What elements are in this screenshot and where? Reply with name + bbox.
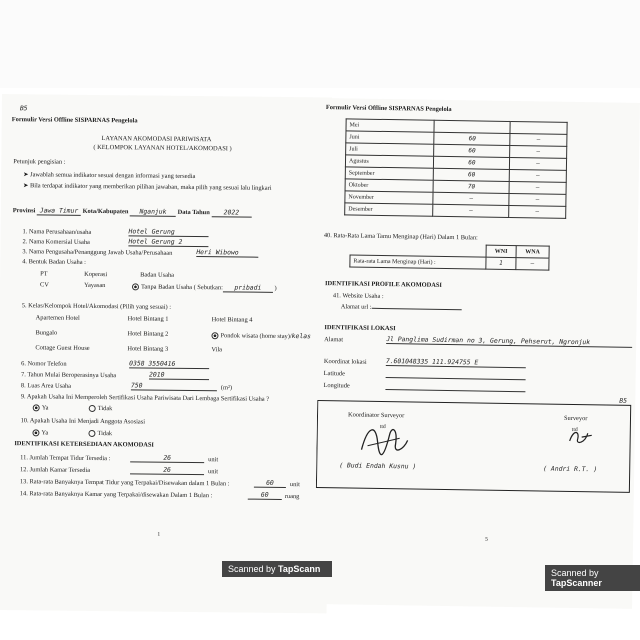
stay-table [349,242,549,270]
q6-answer: 0358 3550416 [129,359,209,369]
wna-value: – [516,258,549,271]
q13-unit: unit [289,481,300,489]
coord-label: Koordinat lokasi [323,358,367,366]
q40-label: 40. Rata-Rata Lama Tamu Menginap (Hari) Dalam 1 Bulan: [323,232,478,242]
month-name: Oktober [345,179,434,192]
opt-badan-usaha: Badan Usaha [140,271,175,279]
month-value-b: – [509,205,566,218]
scanner-stamp-right: Scanned by TapScanner [545,565,640,591]
q11-label: 11. Jumlah Tempat Tidur Tersedia : [20,454,111,463]
month-value-b [510,121,567,134]
q41-label: 41. Website Usaha : [332,292,384,300]
month-name: Mei [346,119,435,132]
opt-tanpa-badan: Tanpa Badan Usaha ( Sebutkan: pribadi ) [132,282,277,293]
address-value: Jl Panglima Sudirman no 3, Gerung, Pehserut, Ngronjuk [386,335,632,348]
q2-answer: Hotel Gerung 2 [128,237,208,247]
opt-koperasi: Koperasi [84,270,108,279]
month-name: November [345,191,434,204]
q3-answer: Heri Wibowo [196,248,258,258]
q12-label: 12. Jumlah Kamar Tersedia [20,466,91,474]
section-profile: IDENTIFIKASI PROFILE AKOMODASI [325,280,442,289]
q6-label: 6. Nomor Telefon [21,360,67,368]
month-value-b: – [510,157,567,170]
q9-label: 9. Apakah Usaha Ini Memperoleh Sertifikasi Usaha Pariwisata Dari Lembaga Sertifikasi Usaha ? [20,393,270,403]
q3-label: 3. Nama Pengusaha/Penanggung Jawab Usaha/Perusahaan [22,248,173,257]
month-value-a: – [433,204,509,217]
page-number: 1 [157,531,161,538]
address-label: Alamat [324,336,344,344]
q13-label: 13. Rata-rata Banyaknya Tempat Tidur yang Terpakai/Disewakan dalam 1 Bulan : [19,478,230,488]
q4-label: 4. Bentuk Badan Usaha : [22,258,86,266]
opt-hotel-4: Hotel Bintang 4 [211,316,253,324]
longitude-line [385,389,525,392]
q1-label: 1. Nama Perusahaan/usaha [22,228,92,236]
opt-bungalo: Bungalo [35,329,58,337]
month-value-a: 70 [433,180,509,193]
heading-2: ( KELOMPOK LAYANAN HOTEL/AKOMODASI ) [93,143,232,153]
q7-answer: 2010 [149,371,209,381]
ttd-1: ttd [379,423,386,431]
corner-mark: B5 [19,104,28,113]
q14-unit: ruang [284,492,300,501]
form-title: Formulir Versi Offline SISPARNAS Pengelola [325,104,452,114]
instruction-1: ➤ Jawablah semua indikator sesuai dengan informasi yang tersedia [23,171,196,181]
q11-unit: unit [208,456,219,464]
q11-answer: 26 [130,453,204,463]
month-value-a: 60 [434,132,510,145]
opt-cv: CV [39,281,49,289]
signer-2-name: ( Andri R.T. ) [543,464,598,474]
koordinator-label: Koordinator Surveyor [347,411,405,420]
year-value: 2022 [211,208,251,217]
signer-1-name: ( Budi Endah Kusnu ) [339,461,417,471]
q1-answer: Hotel Gerung [129,227,209,237]
q5-label: 5. Kelas/Kelompok Hotel/Akomodasi (Pilih yang sesuai) : [21,302,172,311]
q9-tidak: Tidak [89,405,113,412]
form-title: Formulir Versi Offline SISPARNAS Pengelola [11,116,138,125]
signature-2-icon [566,427,596,447]
month-value-a: 60 [434,144,510,157]
heading-1: LAYANAN AKOMODASI PARIWISATA [101,135,212,144]
opt-hotel-2: Hotel Bintang 2 [127,330,169,338]
monthly-table [344,118,567,218]
q10-label: 10. Apakah Usaha Ini Menjadi Anggota Asosiasi [20,417,146,426]
page-number: 5 [485,536,488,543]
petunjuk: Petunjuk pengisian : [13,158,66,166]
month-row [345,203,566,218]
ttd-2: ttd [571,426,578,434]
q14-label: 14. Rata-rata Banyaknya Kamar yang Terpakai/disewakan Dalam 1 Bulan : [19,490,213,500]
url-label: Alamat url : [341,303,462,312]
latitude-line [386,377,526,380]
opt-hotel-1: Hotel Bintang 1 [127,315,169,323]
month-name: Agustus [345,155,434,168]
q8-label: 8. Luas Area Usaha [20,382,72,390]
month-name: Desember [345,203,434,216]
month-value-b: – [510,169,567,182]
month-name: Juli [346,143,435,156]
month-value-b: – [510,133,567,146]
signature-1-icon [353,420,414,465]
coord-value: 7.601048335 111.924755 E [386,357,526,368]
city-value: Nganjuk [130,207,176,216]
q7-label: 7. Tahun Mulai Beroperasinya Usaha [21,371,117,380]
longitude-label: Longitude [323,382,350,390]
opt-yayasan: Yayasan [83,281,106,290]
q12-answer: 26 [130,465,204,475]
opt-hotel-3: Hotel Bintang 3 [127,345,169,353]
month-value-a: 60 [434,156,510,169]
right-page [314,98,640,609]
left-page [0,94,332,613]
month-value-b: – [510,145,567,158]
month-name: September [345,167,434,180]
blank-margin [0,0,640,88]
q10-tidak: Tidak [88,430,112,437]
month-value-a: – [433,192,509,205]
opt-pondok: Pondok wisata (home stay)/kelas [211,331,311,340]
signature-box [316,400,631,493]
q10-ya: Ya [32,429,48,436]
wna-header: WNA [516,246,549,259]
avg-stay-label: Rata-rata Lama Menginap (Hari) : [350,255,486,269]
q12-unit: unit [208,468,219,476]
month-value-b: – [509,181,566,194]
q8-unit: (m²) [220,384,233,392]
section-ketersediaan: IDENTIFIKASI KETERSEDIAAN AKOMODASI [14,440,154,449]
q8-answer: 750 [131,381,217,391]
latitude-label: Latitude [323,370,346,378]
instruction-2: ➤ Bila terdapat indikator yang memberikan pilihan jawaban, maka pilih yang sesuai lalu lingkari [23,182,272,192]
q13-answer: 60 [254,479,286,488]
section-lokasi: IDENTIFIKASI LOKASI [324,324,396,333]
corner-mark: B5 [619,396,628,405]
province-value: Jawa Timur [37,206,81,215]
q2-label: 2. Nama Komersial Usaha [22,238,90,246]
opt-cottage: Cottage Guest House [35,344,90,352]
month-value-a: 60 [434,168,510,181]
wni-value: 1 [486,257,516,269]
opt-apartemen: Apartemen Hotel [35,314,80,322]
scanner-stamp-left: Scanned by TapScann [222,561,332,577]
wni-header: WNI [486,245,516,257]
q9-ya: Ya [33,404,49,411]
surveyor-label: Surveyor [563,414,588,423]
opt-vila: Vila [211,346,222,354]
province-line: Provinsi Jawa Timur Kota/Kabupaten Nganjuk Data Tahun 2022 [13,206,252,217]
opt-pt: PT [40,270,48,278]
q14-answer: 60 [248,491,282,500]
month-value-b: – [509,193,566,206]
month-name: Juni [346,131,435,144]
